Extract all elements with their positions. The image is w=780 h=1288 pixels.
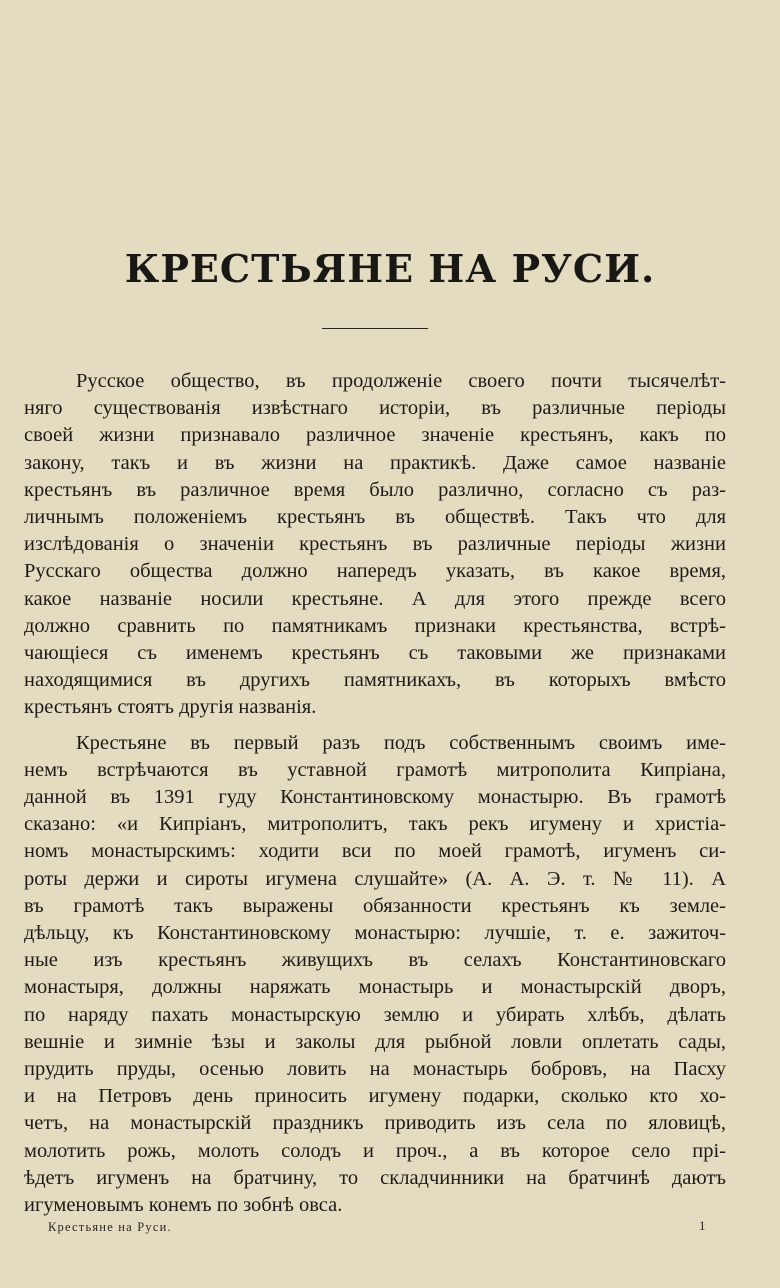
text-line: монастыря, должны наряжать монастырь и монастырскій дворъ, xyxy=(24,976,726,999)
running-footer-title: Крестьяне на Руси. xyxy=(48,1220,172,1234)
text-line: чающіеся съ именемъ крестьянъ съ таковыми же признаками xyxy=(24,642,726,665)
text-line: своей жизни признавало различное значеніе крестьянъ, какъ по xyxy=(24,424,726,447)
paragraph xyxy=(24,730,726,1220)
text-line: данной въ 1391 гуду Константиновскому монастырю. Въ грамотѣ xyxy=(24,786,726,809)
text-line: какое названіе носили крестьяне. А для этого прежде всего xyxy=(24,587,726,610)
text-line: прудить пруды, осенью ловить на монастырь бобровъ, на Пасху xyxy=(24,1058,726,1081)
text-line: молотить рожь, молоть солодъ и проч., а въ которое село прі- xyxy=(24,1139,726,1162)
text-line: личнымъ положеніемъ крестьянъ въ обществѣ. Такъ что для xyxy=(24,506,726,529)
text-line: игуменовымъ конемъ по зобнѣ овса. xyxy=(24,1194,343,1217)
text-line: ѣдетъ игуменъ на братчину, то складчинники на братчинѣ даютъ xyxy=(24,1166,726,1189)
page-title: КРЕСТЬЯНЕ НА РУСИ. xyxy=(124,246,656,291)
text-line: сказано: «и Кипріанъ, митрополитъ, такъ рекъ игумену и христіа- xyxy=(24,813,726,836)
page-number: 1 xyxy=(699,1218,706,1233)
text-line: и на Петровъ день приносить игумену подарки, сколько кто хо- xyxy=(24,1085,726,1108)
text-line: находящимися въ другихъ памятникахъ, въ которыхъ вмѣсто xyxy=(24,669,726,692)
text-line: номъ монастырскимъ: ходити вси по моей грамотѣ, игуменъ си- xyxy=(24,840,726,863)
text-line: должно сравнить по памятникамъ признаки крестьянства, встрѣ- xyxy=(24,614,726,637)
text-line: крестьянъ въ различное время было различно, согласно съ раз- xyxy=(24,478,726,501)
text-line: няго существованія извѣстнаго исторіи, въ различные періоды xyxy=(24,397,726,420)
text-line: ные изъ крестьянъ живущихъ въ селахъ Константиновскаго xyxy=(24,949,726,972)
body-text xyxy=(24,368,726,1227)
text-line: по наряду пахать монастырскую землю и убирать хлѣбъ, дѣлать xyxy=(24,1003,726,1026)
text-line: вешніе и зимніе ѣзы и заколы для рыбной ловли оплетать сады, xyxy=(24,1030,726,1053)
text-line: крестьянъ стоятъ другія названія. xyxy=(24,696,317,719)
text-line: роты держи и сироты игумена слушайте» (А. А. Э. т. № 11). А xyxy=(24,867,726,890)
text-line: дѣльцу, къ Константиновскому монастырю: лучшіе, т. е. зажиточ- xyxy=(24,922,726,945)
text-line: изслѣдованія о значеніи крестьянъ въ различные періоды жизни xyxy=(24,533,726,556)
text-line: немъ встрѣчаются въ уставной грамотѣ митрополита Кипріана, xyxy=(24,758,726,781)
text-line: закону, такъ и въ жизни на практикѣ. Даже самое названіе xyxy=(24,451,726,474)
text-line: четъ, на монастырскій праздникъ приводить изъ села по яловицѣ, xyxy=(24,1112,726,1135)
paragraph xyxy=(24,368,726,722)
text-line: въ грамотѣ такъ выражены обязанности крестьянъ къ земле- xyxy=(24,894,726,917)
title-divider xyxy=(322,328,428,329)
text-line: Крестьяне въ первый разъ подъ собственнымъ своимъ име- xyxy=(76,731,726,754)
text-line: Русскаго общества должно напередъ указать, въ какое время, xyxy=(24,560,726,583)
text-line: Русское общество, въ продолженіе своего почти тысячелѣт- xyxy=(76,370,726,392)
